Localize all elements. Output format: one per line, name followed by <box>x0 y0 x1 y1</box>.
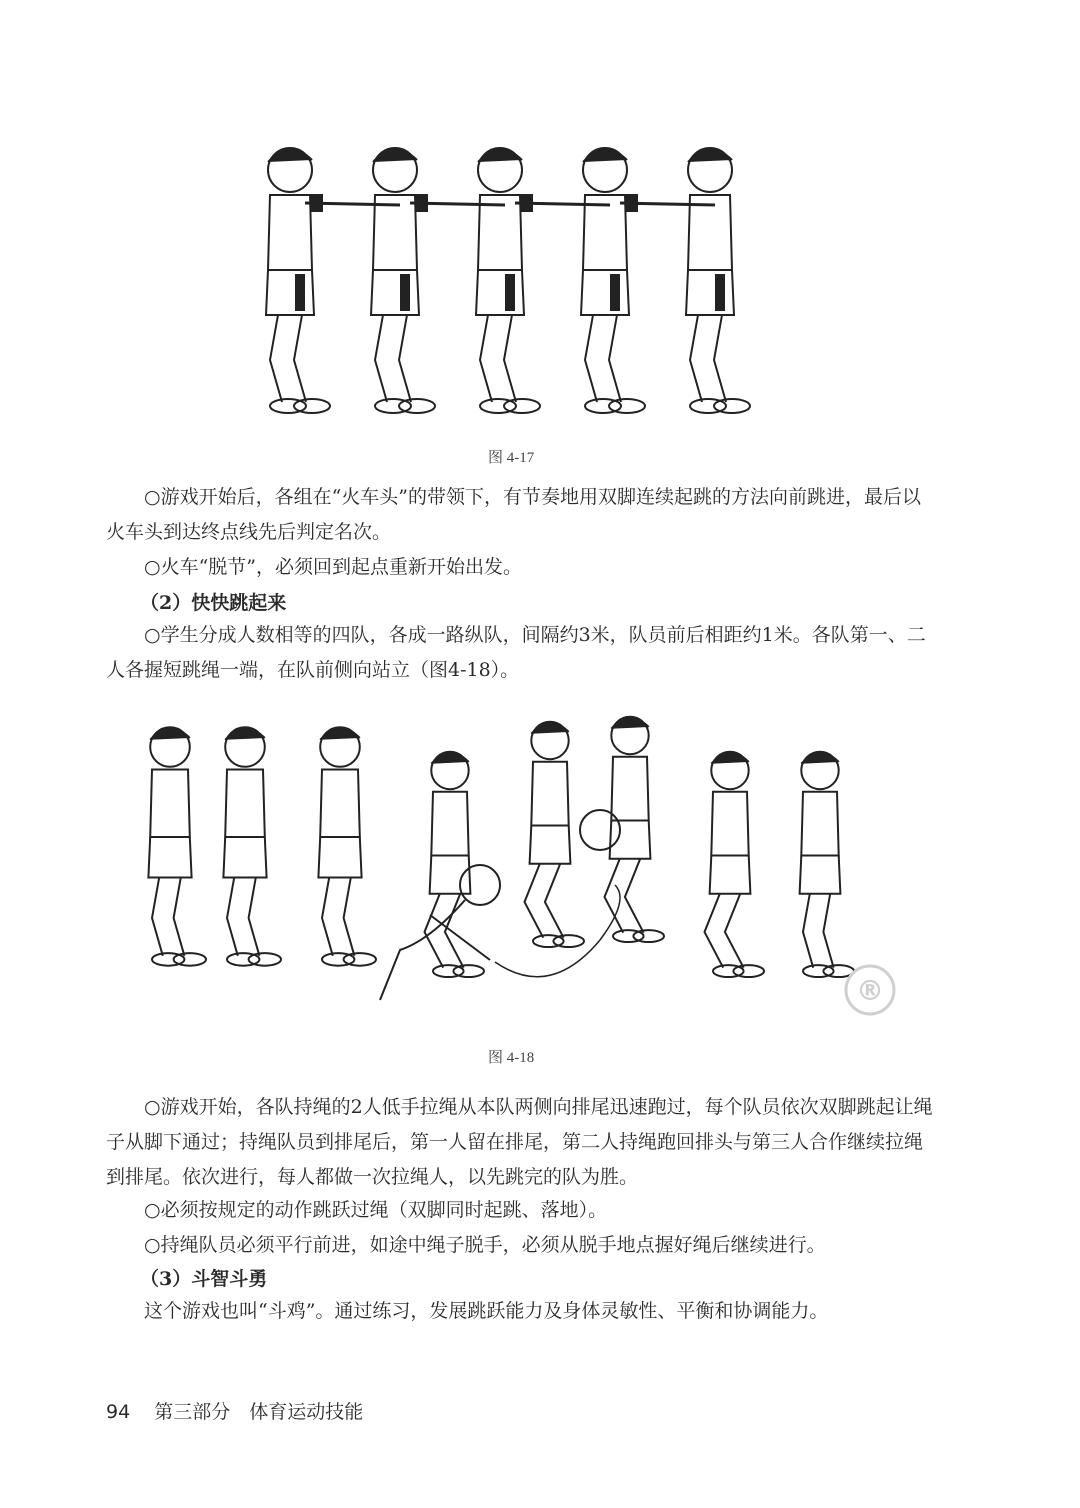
child-hair <box>150 729 190 740</box>
shorts-stripe <box>401 275 409 310</box>
child-leg <box>585 315 597 402</box>
shorts-stripe <box>716 275 724 310</box>
armband <box>627 195 637 211</box>
child-leg <box>270 315 282 402</box>
child-leg <box>525 864 544 938</box>
figure-4-17 <box>250 125 790 440</box>
paragraph: ○火车“脱节”，必须回到起点重新开始出发。 <box>144 556 523 578</box>
shorts-stripe <box>611 275 619 310</box>
paragraph: ○必须按规定的动作跳跃过绳（双脚同时起跳、落地）。 <box>144 1199 608 1221</box>
figure-4-18-caption: 图 4-18 <box>488 1050 535 1066</box>
child-shorts <box>266 270 314 315</box>
child-shorts <box>318 837 361 878</box>
child-leg <box>375 315 387 402</box>
child-leg <box>803 894 813 968</box>
child-shoe <box>504 399 540 413</box>
child-leg <box>227 878 238 956</box>
child-leg <box>714 315 726 402</box>
footer-section-title: 第三部分 体育运动技能 <box>154 1401 364 1423</box>
figure-4-18 <box>130 700 890 1035</box>
train-line-illustration <box>250 125 790 440</box>
child-shirt <box>268 195 312 270</box>
child-shorts <box>148 837 191 878</box>
paragraph: ○游戏开始后，各组在“火车头”的带领下，有节奏地用双脚连续起跳的方法向前跳进，最后以火车头到达终点线先后判定名次。 <box>106 486 922 543</box>
child-hair <box>688 149 732 162</box>
child-shoe <box>609 399 645 413</box>
child-leg <box>174 878 185 956</box>
child-hair <box>611 718 648 729</box>
paragraph: ○学生分成人数相等的四队，各成一路纵队，间隔约3米，队员前后相距约1米。各队第一、二人各握短跳绳一端，在队前侧向站立（图4-18）。 <box>106 624 926 681</box>
child-shoe <box>174 953 206 966</box>
child-shorts <box>223 837 266 878</box>
section-heading: （3）斗智斗勇 <box>140 1268 268 1290</box>
shorts-stripe <box>296 275 304 310</box>
child-shorts <box>800 856 841 894</box>
page-number: 94 <box>106 1401 131 1423</box>
child-hair <box>268 149 312 162</box>
child-shorts <box>686 270 734 315</box>
child-leg <box>344 878 355 956</box>
child-leg <box>480 315 492 402</box>
child-leg <box>609 315 621 402</box>
child-shirt <box>801 792 838 856</box>
child-shorts <box>610 821 651 859</box>
child-leg <box>705 894 724 968</box>
child-hair <box>225 729 265 740</box>
child-hair <box>320 729 360 740</box>
registered-mark: ® <box>856 974 884 1007</box>
child-shoe <box>633 930 664 942</box>
child-leg <box>322 878 333 956</box>
child-leg <box>399 315 411 402</box>
child-shoe <box>344 953 376 966</box>
child-shorts <box>710 856 751 894</box>
child-leg <box>625 859 644 933</box>
armband <box>522 195 532 211</box>
page-footer <box>106 1397 363 1424</box>
paragraph: 这个游戏也叫“斗鸡”。通过练习，发展跳跃能力及身体灵敏性、平衡和协调能力。 <box>144 1300 829 1322</box>
child-shirt <box>711 792 748 856</box>
watermark <box>840 960 900 1024</box>
section-heading: （2）快快跳起来 <box>140 592 287 614</box>
rope <box>495 885 620 977</box>
child-hair <box>478 149 522 162</box>
child-leg <box>823 894 833 968</box>
child-hair <box>431 753 468 764</box>
armband <box>312 195 322 211</box>
child-shirt <box>150 770 190 838</box>
child-shorts <box>476 270 524 315</box>
rope-holder-head <box>460 865 500 905</box>
paragraph: ○游戏开始，各队持绳的2人低手拉绳从本队两侧向排尾迅速跑过，每个队员依次双脚跳起让绳子从脚下通过；持绳队员到排尾后，第一人留在排尾，第二人持绳跑回排头与第三人合作继续拉绳到排尾。依次进行，每人都做一次拉绳人，以先跳完的队为胜。 <box>106 1096 933 1188</box>
child-shoe <box>249 953 281 966</box>
child-shoe <box>553 935 584 947</box>
child-shirt <box>320 770 360 838</box>
child-hair <box>373 149 417 162</box>
child-shoe <box>733 965 764 977</box>
child-shoe <box>294 399 330 413</box>
child-leg <box>504 315 516 402</box>
child-shirt <box>431 792 468 856</box>
shorts-stripe <box>506 275 514 310</box>
child-leg <box>545 864 564 938</box>
figure-4-17-caption: 图 4-17 <box>488 450 535 466</box>
rope-holder-head <box>580 810 620 850</box>
child-shirt <box>611 757 648 821</box>
child-shorts <box>581 270 629 315</box>
armband <box>417 195 427 211</box>
child-shoe <box>714 399 750 413</box>
child-shorts <box>530 826 571 864</box>
child-leg <box>152 878 163 956</box>
paragraph: ○持绳队员必须平行前进，如途中绳子脱手，必须从脱手地点握好绳后继续进行。 <box>144 1234 826 1256</box>
rope-jump-illustration <box>130 700 890 1035</box>
child-leg <box>294 315 306 402</box>
child-leg <box>725 894 744 968</box>
child-shirt <box>225 770 265 838</box>
child-shorts <box>371 270 419 315</box>
child-leg <box>249 878 260 956</box>
child-shirt <box>531 762 568 826</box>
child-hair <box>801 753 838 764</box>
child-leg <box>690 315 702 402</box>
child-hair <box>711 753 748 764</box>
child-hair <box>583 149 627 162</box>
child-shoe <box>453 965 484 977</box>
child-shoe <box>399 399 435 413</box>
child-hair <box>531 723 568 734</box>
child-shorts <box>430 856 471 894</box>
